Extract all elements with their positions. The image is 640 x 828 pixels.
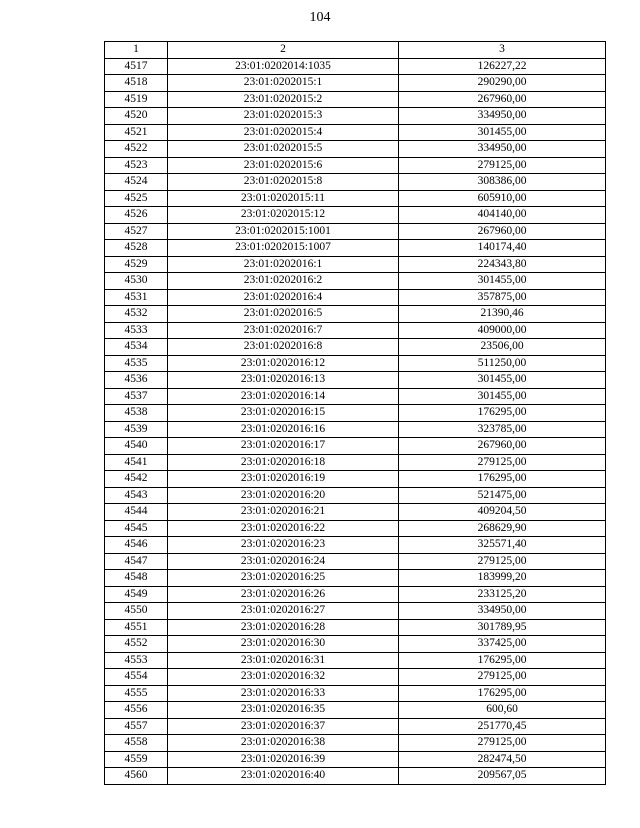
value-cell: 605910,00 bbox=[399, 190, 606, 207]
table-row bbox=[105, 141, 606, 158]
row-number-cell: 4532 bbox=[105, 306, 168, 323]
value-cell: 23506,00 bbox=[399, 339, 606, 356]
cadastral-number-cell: 23:01:0202016:28 bbox=[168, 619, 399, 636]
table-row bbox=[105, 751, 606, 768]
table-body bbox=[105, 58, 606, 784]
value-cell: 334950,00 bbox=[399, 108, 606, 125]
value-cell: 279125,00 bbox=[399, 669, 606, 686]
cadastral-number-cell: 23:01:0202016:5 bbox=[168, 306, 399, 323]
cadastral-number-cell: 23:01:0202016:16 bbox=[168, 421, 399, 438]
row-number-cell: 4543 bbox=[105, 487, 168, 504]
row-number-cell: 4527 bbox=[105, 223, 168, 240]
table-row bbox=[105, 75, 606, 92]
row-number-cell: 4553 bbox=[105, 652, 168, 669]
table-header bbox=[105, 42, 606, 59]
cadastral-number-cell: 23:01:0202015:12 bbox=[168, 207, 399, 224]
table-row bbox=[105, 372, 606, 389]
row-number-cell: 4536 bbox=[105, 372, 168, 389]
row-number-cell: 4519 bbox=[105, 91, 168, 108]
value-cell: 600,60 bbox=[399, 702, 606, 719]
row-number-cell: 4551 bbox=[105, 619, 168, 636]
value-cell: 140174,40 bbox=[399, 240, 606, 257]
table-row bbox=[105, 421, 606, 438]
row-number-cell: 4556 bbox=[105, 702, 168, 719]
cadastral-number-cell: 23:01:0202016:32 bbox=[168, 669, 399, 686]
table-row bbox=[105, 240, 606, 257]
row-number-cell: 4558 bbox=[105, 735, 168, 752]
table-row bbox=[105, 652, 606, 669]
table-row bbox=[105, 702, 606, 719]
table-row bbox=[105, 58, 606, 75]
row-number-cell: 4538 bbox=[105, 405, 168, 422]
cadastral-number-cell: 23:01:0202016:13 bbox=[168, 372, 399, 389]
cadastral-number-cell: 23:01:0202016:24 bbox=[168, 553, 399, 570]
value-cell: 126227,22 bbox=[399, 58, 606, 75]
cadastral-value-table bbox=[104, 41, 606, 785]
value-cell: 301789,95 bbox=[399, 619, 606, 636]
row-number-cell: 4537 bbox=[105, 388, 168, 405]
table-row bbox=[105, 520, 606, 537]
cadastral-number-cell: 23:01:0202016:12 bbox=[168, 355, 399, 372]
column-header-1: 1 bbox=[105, 42, 168, 59]
value-cell: 176295,00 bbox=[399, 471, 606, 488]
table-row bbox=[105, 586, 606, 603]
row-number-cell: 4521 bbox=[105, 124, 168, 141]
cadastral-number-cell: 23:01:0202016:22 bbox=[168, 520, 399, 537]
row-number-cell: 4524 bbox=[105, 174, 168, 191]
value-cell: 290290,00 bbox=[399, 75, 606, 92]
value-cell: 301455,00 bbox=[399, 273, 606, 290]
table-row bbox=[105, 636, 606, 653]
row-number-cell: 4530 bbox=[105, 273, 168, 290]
table-row bbox=[105, 438, 606, 455]
cadastral-number-cell: 23:01:0202016:17 bbox=[168, 438, 399, 455]
table-row bbox=[105, 537, 606, 554]
cadastral-number-cell: 23:01:0202016:25 bbox=[168, 570, 399, 587]
value-cell: 267960,00 bbox=[399, 438, 606, 455]
table-row bbox=[105, 91, 606, 108]
cadastral-number-cell: 23:01:0202016:4 bbox=[168, 289, 399, 306]
cadastral-number-cell: 23:01:0202016:20 bbox=[168, 487, 399, 504]
table-row bbox=[105, 322, 606, 339]
row-number-cell: 4523 bbox=[105, 157, 168, 174]
table-row bbox=[105, 405, 606, 422]
table-row bbox=[105, 355, 606, 372]
column-header-2: 2 bbox=[168, 42, 399, 59]
table-row bbox=[105, 157, 606, 174]
cadastral-number-cell: 23:01:0202016:33 bbox=[168, 685, 399, 702]
cadastral-number-cell: 23:01:0202016:39 bbox=[168, 751, 399, 768]
row-number-cell: 4550 bbox=[105, 603, 168, 620]
cadastral-number-cell: 23:01:0202016:26 bbox=[168, 586, 399, 603]
row-number-cell: 4549 bbox=[105, 586, 168, 603]
cadastral-number-cell: 23:01:0202016:37 bbox=[168, 718, 399, 735]
table-row bbox=[105, 718, 606, 735]
value-cell: 334950,00 bbox=[399, 603, 606, 620]
value-cell: 268629,90 bbox=[399, 520, 606, 537]
table-row bbox=[105, 339, 606, 356]
cadastral-number-cell: 23:01:0202015:6 bbox=[168, 157, 399, 174]
row-number-cell: 4554 bbox=[105, 669, 168, 686]
value-cell: 279125,00 bbox=[399, 157, 606, 174]
row-number-cell: 4529 bbox=[105, 256, 168, 273]
row-number-cell: 4557 bbox=[105, 718, 168, 735]
cadastral-number-cell: 23:01:0202016:18 bbox=[168, 454, 399, 471]
cadastral-number-cell: 23:01:0202015:1001 bbox=[168, 223, 399, 240]
cadastral-number-cell: 23:01:0202015:4 bbox=[168, 124, 399, 141]
cadastral-number-cell: 23:01:0202016:8 bbox=[168, 339, 399, 356]
table-row bbox=[105, 289, 606, 306]
table-row bbox=[105, 603, 606, 620]
row-number-cell: 4560 bbox=[105, 768, 168, 785]
value-cell: 334950,00 bbox=[399, 141, 606, 158]
cadastral-number-cell: 23:01:0202016:31 bbox=[168, 652, 399, 669]
value-cell: 233125,20 bbox=[399, 586, 606, 603]
table-row bbox=[105, 570, 606, 587]
row-number-cell: 4534 bbox=[105, 339, 168, 356]
table-row bbox=[105, 124, 606, 141]
value-cell: 409204,50 bbox=[399, 504, 606, 521]
value-cell: 282474,50 bbox=[399, 751, 606, 768]
row-number-cell: 4526 bbox=[105, 207, 168, 224]
row-number-cell: 4533 bbox=[105, 322, 168, 339]
value-cell: 301455,00 bbox=[399, 124, 606, 141]
value-cell: 267960,00 bbox=[399, 223, 606, 240]
cadastral-number-cell: 23:01:0202016:7 bbox=[168, 322, 399, 339]
table-row bbox=[105, 273, 606, 290]
value-cell: 279125,00 bbox=[399, 735, 606, 752]
table-row bbox=[105, 685, 606, 702]
row-number-cell: 4544 bbox=[105, 504, 168, 521]
row-number-cell: 4535 bbox=[105, 355, 168, 372]
row-number-cell: 4525 bbox=[105, 190, 168, 207]
cadastral-number-cell: 23:01:0202016:2 bbox=[168, 273, 399, 290]
row-number-cell: 4540 bbox=[105, 438, 168, 455]
value-cell: 404140,00 bbox=[399, 207, 606, 224]
value-cell: 337425,00 bbox=[399, 636, 606, 653]
row-number-cell: 4546 bbox=[105, 537, 168, 554]
row-number-cell: 4528 bbox=[105, 240, 168, 257]
table-row bbox=[105, 388, 606, 405]
cadastral-number-cell: 23:01:0202016:1 bbox=[168, 256, 399, 273]
cadastral-number-cell: 23:01:0202016:38 bbox=[168, 735, 399, 752]
header-row bbox=[105, 42, 606, 59]
cadastral-number-cell: 23:01:0202015:1 bbox=[168, 75, 399, 92]
row-number-cell: 4548 bbox=[105, 570, 168, 587]
cadastral-number-cell: 23:01:0202015:1007 bbox=[168, 240, 399, 257]
row-number-cell: 4541 bbox=[105, 454, 168, 471]
value-cell: 251770,45 bbox=[399, 718, 606, 735]
value-cell: 267960,00 bbox=[399, 91, 606, 108]
row-number-cell: 4531 bbox=[105, 289, 168, 306]
row-number-cell: 4547 bbox=[105, 553, 168, 570]
cadastral-number-cell: 23:01:0202016:19 bbox=[168, 471, 399, 488]
cadastral-number-cell: 23:01:0202015:5 bbox=[168, 141, 399, 158]
table-row bbox=[105, 174, 606, 191]
value-cell: 521475,00 bbox=[399, 487, 606, 504]
table-row bbox=[105, 306, 606, 323]
table-row bbox=[105, 223, 606, 240]
cadastral-number-cell: 23:01:0202016:15 bbox=[168, 405, 399, 422]
cadastral-number-cell: 23:01:0202016:30 bbox=[168, 636, 399, 653]
table-row bbox=[105, 669, 606, 686]
row-number-cell: 4539 bbox=[105, 421, 168, 438]
value-cell: 176295,00 bbox=[399, 685, 606, 702]
table-row bbox=[105, 768, 606, 785]
value-cell: 176295,00 bbox=[399, 652, 606, 669]
value-cell: 325571,40 bbox=[399, 537, 606, 554]
cadastral-number-cell: 23:01:0202016:23 bbox=[168, 537, 399, 554]
cadastral-number-cell: 23:01:0202015:2 bbox=[168, 91, 399, 108]
cadastral-number-cell: 23:01:0202016:27 bbox=[168, 603, 399, 620]
column-header-3: 3 bbox=[399, 42, 606, 59]
cadastral-number-cell: 23:01:0202016:21 bbox=[168, 504, 399, 521]
table-row bbox=[105, 207, 606, 224]
cadastral-number-cell: 23:01:0202015:8 bbox=[168, 174, 399, 191]
row-number-cell: 4518 bbox=[105, 75, 168, 92]
row-number-cell: 4542 bbox=[105, 471, 168, 488]
value-cell: 279125,00 bbox=[399, 454, 606, 471]
cadastral-number-cell: 23:01:0202016:35 bbox=[168, 702, 399, 719]
table-row bbox=[105, 471, 606, 488]
value-cell: 279125,00 bbox=[399, 553, 606, 570]
value-cell: 183999,20 bbox=[399, 570, 606, 587]
table-row bbox=[105, 735, 606, 752]
value-cell: 323785,00 bbox=[399, 421, 606, 438]
row-number-cell: 4520 bbox=[105, 108, 168, 125]
value-cell: 308386,00 bbox=[399, 174, 606, 191]
cadastral-number-cell: 23:01:0202014:1035 bbox=[168, 58, 399, 75]
value-cell: 409000,00 bbox=[399, 322, 606, 339]
table-row bbox=[105, 553, 606, 570]
value-cell: 511250,00 bbox=[399, 355, 606, 372]
cadastral-number-cell: 23:01:0202016:14 bbox=[168, 388, 399, 405]
table-row bbox=[105, 256, 606, 273]
table-row bbox=[105, 619, 606, 636]
row-number-cell: 4517 bbox=[105, 58, 168, 75]
table-row bbox=[105, 504, 606, 521]
row-number-cell: 4522 bbox=[105, 141, 168, 158]
cadastral-number-cell: 23:01:0202015:11 bbox=[168, 190, 399, 207]
row-number-cell: 4559 bbox=[105, 751, 168, 768]
table-row bbox=[105, 454, 606, 471]
cadastral-number-cell: 23:01:0202015:3 bbox=[168, 108, 399, 125]
row-number-cell: 4552 bbox=[105, 636, 168, 653]
value-cell: 209567,05 bbox=[399, 768, 606, 785]
value-cell: 301455,00 bbox=[399, 372, 606, 389]
row-number-cell: 4555 bbox=[105, 685, 168, 702]
value-cell: 301455,00 bbox=[399, 388, 606, 405]
value-cell: 176295,00 bbox=[399, 405, 606, 422]
table-row bbox=[105, 487, 606, 504]
value-cell: 224343,80 bbox=[399, 256, 606, 273]
value-cell: 357875,00 bbox=[399, 289, 606, 306]
table-row bbox=[105, 108, 606, 125]
cadastral-number-cell: 23:01:0202016:40 bbox=[168, 768, 399, 785]
value-cell: 21390,46 bbox=[399, 306, 606, 323]
page-number: 104 bbox=[309, 10, 331, 25]
table-row bbox=[105, 190, 606, 207]
row-number-cell: 4545 bbox=[105, 520, 168, 537]
